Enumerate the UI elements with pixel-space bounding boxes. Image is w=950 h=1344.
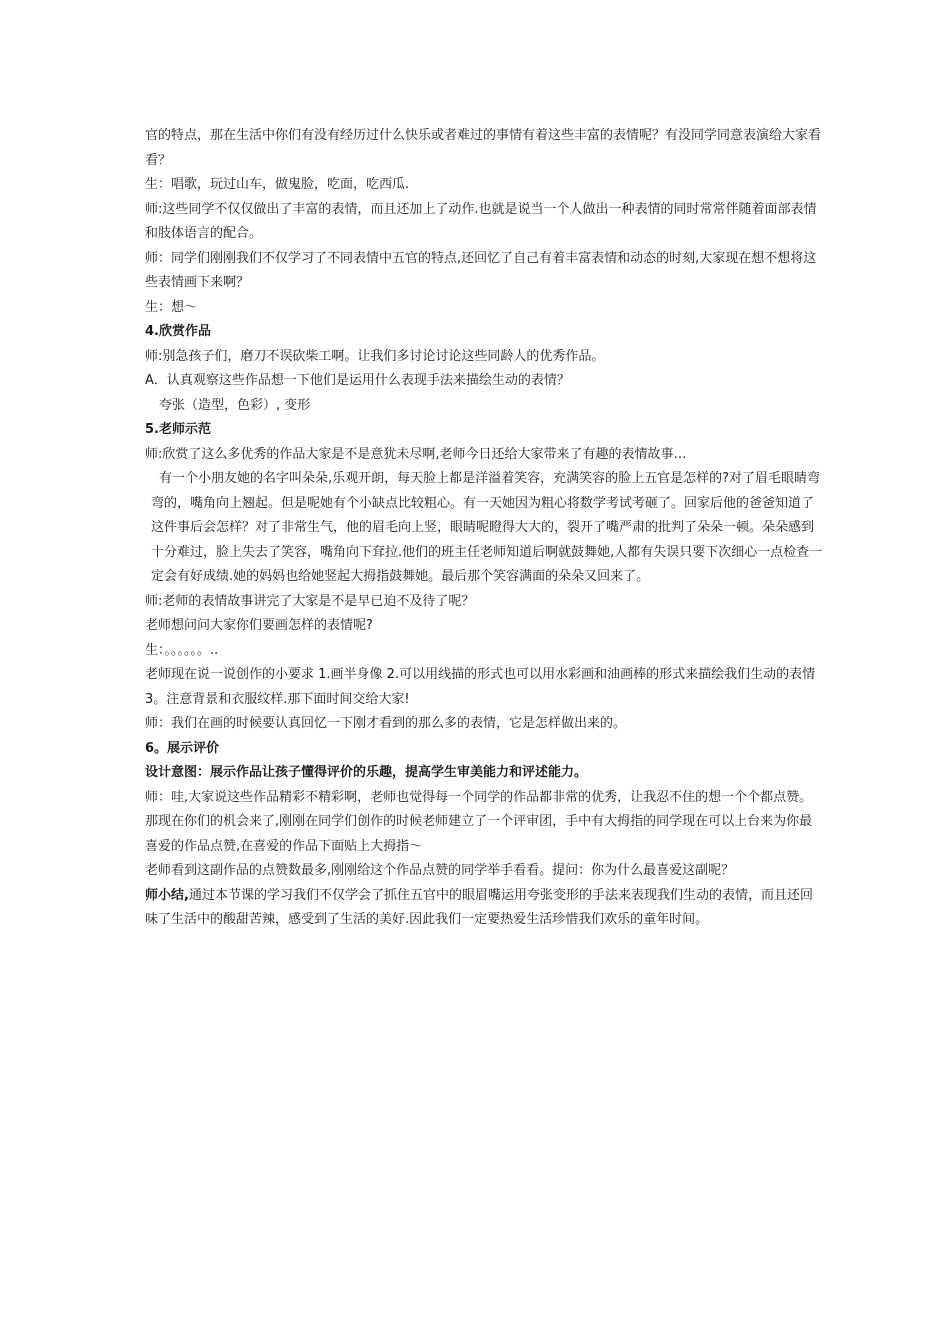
student-answer-3: 生：。。。。。。.. xyxy=(145,642,219,658)
story-paragraph: 有一个小朋友她的名字叫朵朵,乐观开朗，每天脸上都是洋溢着笑容，充满笑容的脸上五官是怎样的?对了眉毛眼睛弯弯的，嘴角向上翘起。但是呢她有个小缺点比较粗心。有一天她因为粗心将数学考试考砸了。回家后他的爸爸知道了这件事后会怎样？对了非常生气，他的眉毛向上竖，眼睛呢瞪得大大的，裂开了嘴严肃的批判了朵朵一顿。朵朵感到十分难过，脸上失去了笑容，嘴角向下耷拉.他们的班主任老师知道后啊就鼓舞她,人都有失误只要下次细心一点检查一定会有好成绩.她的妈妈也给她竖起大拇指鼓舞她。最后那个笑容满面的朵朵又回来了。 xyxy=(151,471,823,584)
teacher-remark-6: 师：哇,大家说这些作品精彩不精彩啊，老师也觉得每一个同学的作品都非常的优秀，让我忍不住的想一个个都点赞。那现在你们的机会来了,刚刚在同学们创作的时候老师建立了一个评审团，手中有大拇指的同学现在可以上台来为你最喜爱的作品点赞,在喜爱的作品下面贴上大拇指～ xyxy=(145,789,813,854)
teacher-remark-1: 师:这些同学不仅仅做出了丰富的表情，而且还加上了动作.也就是说当一个人做出一种表情的同时常常伴随着面部表情和肢体语言的配合。 xyxy=(145,201,817,241)
teacher-remark-5: 师：我们在画的时候要认真回忆一下刚才看到的那么多的表情，它是怎样做出来的。 xyxy=(145,716,627,731)
paragraph-intro: 官的特点，那在生活中你们有没有经历过什么快乐或者难过的事情有着这些丰富的表情呢？有没同学同意表演给大家看看？ xyxy=(145,128,822,168)
teacher-remark-4: 师:老师的表情故事讲完了大家是不是早已迫不及待了呢？ xyxy=(145,593,475,609)
student-answer-1: 生：唱歌，玩过山车，做鬼脸，吃面，吃西瓜. xyxy=(145,177,410,192)
design-intent: 设计意图：展示作品让孩子懂得评价的乐趣，提高学生审美能力和评述能力。 xyxy=(145,765,588,780)
student-answer-2: 生：想～ xyxy=(145,299,198,315)
section-heading-4: 4.欣赏作品 xyxy=(145,324,211,339)
teacher-remark-3: 师:欣赏了这么多优秀的作品大家是不是意犹未尽啊,老师今日还给大家带来了有趣的表情故事… xyxy=(145,446,687,462)
teacher-summary xyxy=(145,884,825,933)
document-page xyxy=(145,124,825,933)
summary-text: 通过本节课的学习我们不仅学会了抓住五官中的眼眉嘴运用夸张变形的手法来表现我们生动的表情，而且还回味了生活中的酸甜苦辣，感受到了生活的美好.因此我们一定要热爱生活珍惜我们欢乐的童年时间。 xyxy=(145,887,813,927)
creation-requirements: 老师现在说一说创作的小要求 1.画半身像 2.可以用线描的形式也可以用水彩画和油画棒的形式来描绘我们生动的表情 3。注意背景和衣服纹样.那下面时间交给大家! xyxy=(145,667,816,707)
answer-a: 夸张（造型，色彩）, 变形 xyxy=(159,397,311,413)
section-heading-5: 5.老师示范 xyxy=(145,422,211,437)
question-a: A．认真观察这些作品想一下他们是运用什么表现手法来描绘生动的表情？ xyxy=(145,373,570,388)
teacher-question-1: 师：同学们刚刚我们不仅学习了不同表情中五官的特点,还回忆了自己有着丰富表情和动态的时刻,大家现在想不想将这些表情画下来啊？ xyxy=(145,250,817,290)
summary-label: 师小结, xyxy=(145,887,189,903)
teacher-question-2: 老师想问问大家你们要画怎样的表情呢? xyxy=(145,618,373,633)
section-heading-6: 6。展示评价 xyxy=(145,740,220,756)
teacher-question-3: 老师看到这副作品的点赞数最多,刚刚给这个作品点赞的同学举手看看。提问：你为什么最喜爱这副呢？ xyxy=(145,863,735,878)
teacher-remark-2: 师:别急孩子们，磨刀不误砍柴工啊。让我们多讨论讨论这些同龄人的优秀作品。 xyxy=(145,348,605,364)
